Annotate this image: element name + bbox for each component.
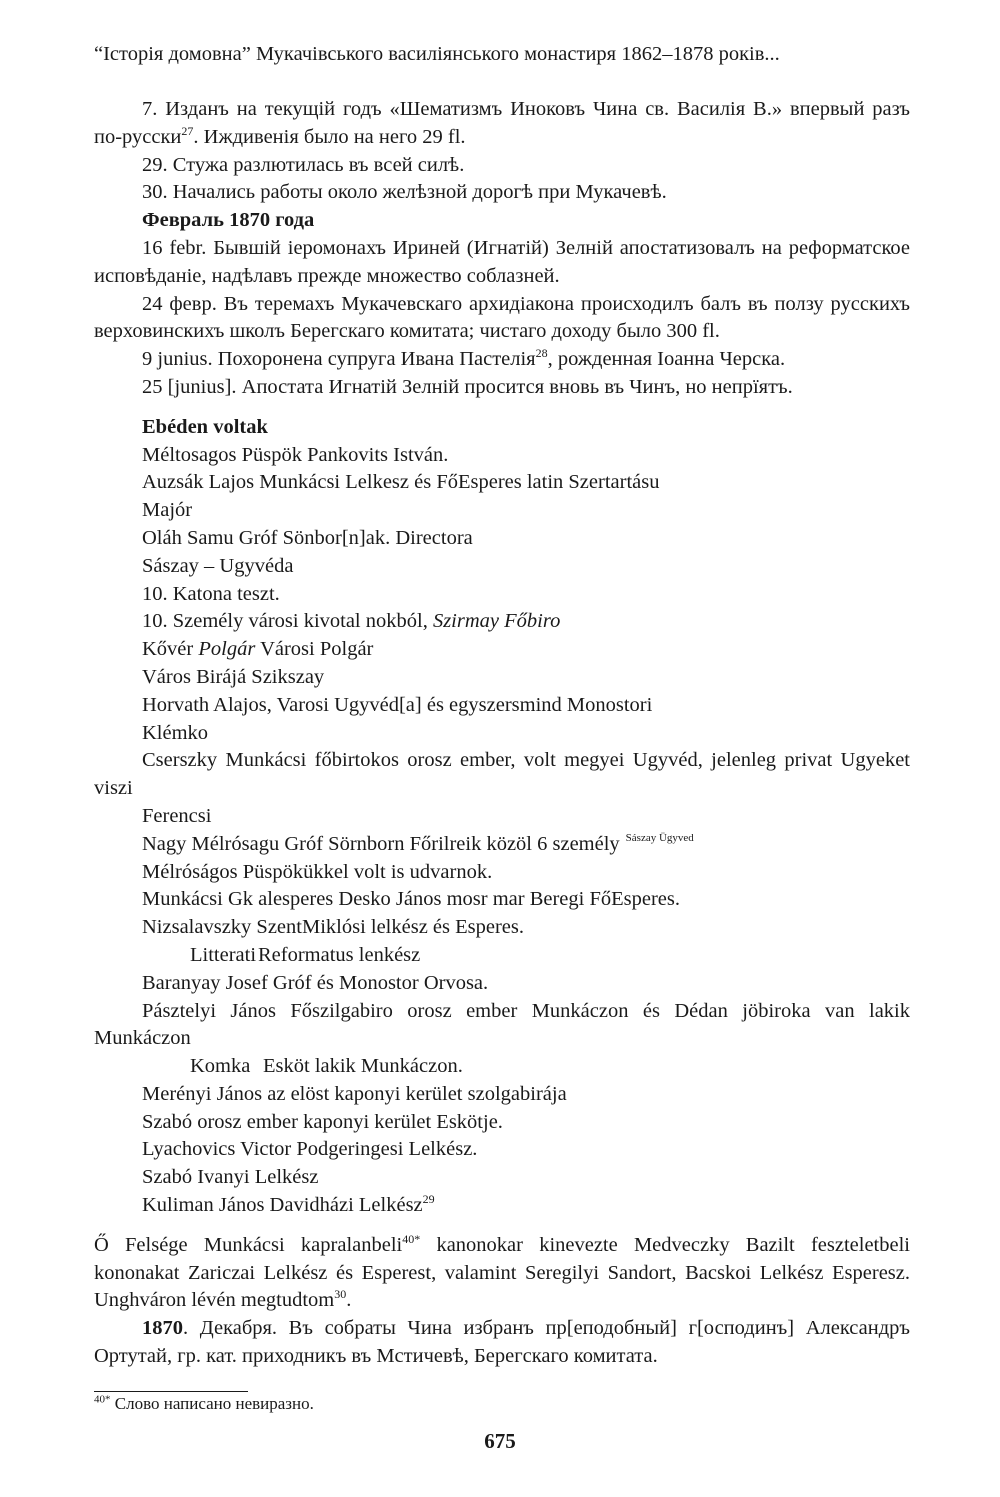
guest-line: Mélróságos Püspökükkel volt is udvarnok.: [142, 860, 493, 883]
guest-line: Sászay – Ugyvéda: [142, 554, 294, 577]
guest-line: [94, 636, 910, 664]
closing-text: .: [346, 1289, 352, 1312]
closing-paragraph: [94, 1232, 910, 1315]
page: [94, 40, 910, 1416]
guest-text-italic: Szirmay Főbiro: [432, 610, 561, 633]
main-text: [94, 96, 910, 1416]
guest-line: Klémko: [142, 721, 209, 744]
guest-line: [94, 1053, 910, 1081]
footnote-marker: 40*: [94, 1393, 111, 1406]
marginal-note: Sászay Ügyved: [625, 831, 694, 844]
guest-line: Munkácsi Gk alesperes Desko János mosr mar Beregi FőEsperes.: [142, 888, 681, 911]
guest-line: Lyachovics Victor Podgeringesi Lelkész.: [142, 1138, 478, 1161]
footnote-ref: 40*: [402, 1232, 421, 1247]
guest-line: Oláh Samu Gróf Sönbor[n]ak. Directora: [142, 526, 473, 549]
footnote-text: Слово написано невиразно.: [110, 1393, 314, 1413]
page-number: 675: [484, 1429, 516, 1453]
year-bold: 1870: [142, 1317, 183, 1340]
entry-text: , рожденная Іоанна Черска.: [547, 348, 786, 371]
guest-line: Szabó orosz ember kaponyi kerület Eskötje.: [142, 1110, 503, 1133]
footnote-ref: 27: [181, 123, 194, 138]
guest-line: Cserszky Munkácsi főbirtokos orosz ember, volt megyei Ugyvéd, jelenleg privat Ugyeket viszi: [94, 749, 910, 800]
footnote-ref: 30: [334, 1287, 347, 1302]
guest-line: Auzsák Lajos Munkácsi Lelkesz és FőEsperes latin Szertartásu: [142, 471, 660, 494]
guest-line: [94, 608, 910, 636]
guest-text: Kuliman János Davidházi Lelkész: [142, 1194, 423, 1217]
guest-line: Majór: [142, 499, 193, 522]
guest-text: 10. Személy városi kivotal nokból,: [142, 610, 433, 633]
guest-line: [94, 1192, 910, 1220]
guest-line: [94, 831, 910, 859]
guest-line: 10. Katona teszt.: [142, 582, 280, 605]
guest-name: Komka: [190, 1055, 251, 1078]
footnote-ref: 28: [535, 346, 548, 361]
closing-section: [94, 1232, 910, 1371]
entry-text: . Иждивенія было на него 29 fl.: [193, 125, 466, 148]
entry-text: 7. Изданъ на текущій годъ «Шематизмъ Иноковъ Чина св. Василія В.» впервый разъ по-русски: [94, 98, 910, 148]
closing-text: kanonokar kinevezte Medveczky Bazilt feszteletbeli kononakat Zariczai Lelkész és Esperest, valamint Seregilyi Sandort, Bacskoi Lelkész Esperesz. Unghváron lévén megtudtom: [94, 1233, 910, 1312]
guest-text: Kővér: [142, 638, 199, 661]
guest-line: Méltosagos Püspök Pankovits István.: [142, 443, 449, 466]
closing-paragraph: [94, 1315, 910, 1371]
guest-text: Városi Polgár: [255, 638, 374, 661]
guest-line: Horvath Alajos, Varosi Ugyvéd[a] és egyszersmind Monostori: [142, 693, 653, 716]
guest-list-heading: Ebéden voltak: [142, 415, 268, 438]
guest-name: Litterati: [190, 943, 257, 966]
guest-line: Ferencsi: [142, 804, 212, 827]
guest-line: Pásztelyi János Főszilgabiro orosz ember Munkáczon és Dédan jöbiroka van lakik Munkáczon: [94, 999, 910, 1050]
entry-paragraph: [94, 96, 910, 152]
guest-line: Szabó Ivanyi Lelkész: [142, 1166, 319, 1189]
guest-line: Város Birájá Szikszay: [142, 665, 325, 688]
footnote: [94, 1392, 910, 1416]
entry-text: 9 junius. Похоронена супруга Ивана Пастелія: [142, 348, 536, 371]
section-heading: Февраль 1870 года: [142, 209, 315, 232]
guest-line: Baranyay Josef Gróf és Monostor Orvosa.: [142, 971, 489, 994]
guest-role: Esköt lakik Munkáczon.: [263, 1055, 463, 1078]
closing-text: . Декабря. Въ собраты Чина избранъ пр[еподобный] г[осподинъ] Александръ Ортутай, гр. кат. приходникъ въ Мстичевѣ, Берегскаго комитата.: [94, 1317, 910, 1368]
guest-line: Nizsalavszky SzentMiklósi lelkész és Esperes.: [142, 916, 525, 939]
entry-paragraph: [94, 346, 910, 374]
running-head: “Історія домовна” Мукачівського василіянського монастиря 1862–1878 років...: [94, 43, 780, 65]
guest-list: [94, 414, 910, 1220]
entry-paragraph: 29. Стужа разлютилась въ всей силѣ.: [142, 153, 465, 176]
entry-paragraph: 24 февр. Въ теремахъ Мукачевскаго архидіакона происходилъ балъ въ ползу русскихъ верховинскихъ школъ Берегскаго комитата; чистаго доходу было 300 fl.: [94, 292, 910, 343]
guest-line: Merényi János az elöst kaponyi kerület szolgabirája: [142, 1082, 567, 1105]
guest-text: Nagy Mélrósagu Gróf Sörnborn Főrilreik közöl 6 személy: [142, 832, 620, 855]
closing-text: Ő Felsége Munkácsi kapralanbeli: [94, 1233, 403, 1256]
guest-text-italic: Polgár: [198, 638, 256, 661]
guest-role: Reformatus lenkész: [258, 943, 421, 966]
entry-paragraph: 30. Начались работы около желѣзной дорогѣ при Мукачевѣ.: [142, 181, 667, 204]
entry-paragraph: 25 [junius]. Апостата Игнатій Зелній просится вновь въ Чинъ, но непрїятъ.: [142, 375, 793, 398]
entry-paragraph: 16 febr. Бывшій іеромонахъ Ириней (Игнатій) Зелній апостатизовалъ на реформатское исповѣданіе, надѣлавъ прежде множество соблазней.: [94, 236, 910, 287]
footnote-ref: 29: [422, 1192, 435, 1207]
guest-line: [94, 942, 910, 970]
